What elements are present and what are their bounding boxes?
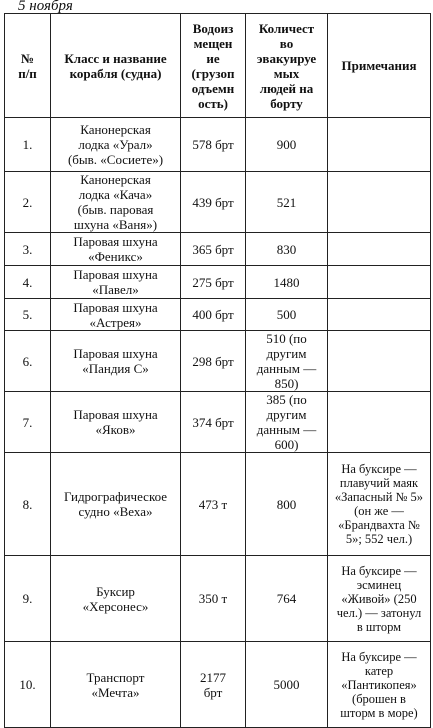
- cell-displacement-line: 473 т: [198, 496, 228, 512]
- cell-ship-name-line: Канонерская: [80, 172, 151, 187]
- cell-ship-name-line: «Яков»: [95, 422, 136, 437]
- cell-ship-name-line: шхуна «Ваня»): [73, 217, 158, 232]
- cell-note-line: плавучий маяк: [339, 476, 419, 490]
- cell-displacement-line: 350 т: [198, 591, 228, 606]
- cell-ship-name: [51, 556, 181, 642]
- cell-note-line: в шторм: [356, 619, 402, 634]
- header-class-line: Класс и название: [64, 50, 167, 66]
- header-displacement-line: мещен: [193, 35, 233, 51]
- cell-displacement: [181, 266, 246, 299]
- cell-num: 8.: [5, 453, 51, 556]
- date-heading: 5 ноября: [18, 0, 73, 14]
- cell-note-line: эсминец: [356, 577, 402, 592]
- cell-num: 1.: [5, 118, 51, 172]
- cell-evacuated-line: другим: [266, 346, 307, 361]
- cell-evacuated-line: 510 (по: [266, 331, 307, 346]
- cell-ship-name-line: Паровая шхуна: [73, 267, 158, 282]
- cell-note-line: «Пантикопея»: [341, 677, 417, 692]
- header-displacement-line: ие: [206, 50, 220, 66]
- cell-evacuated: [246, 556, 328, 642]
- cell-note-line: шторм в море): [340, 705, 418, 720]
- cell-displacement-line: 400 брт: [192, 307, 234, 322]
- cell-num: 5.: [5, 299, 51, 331]
- header-evacuated-line: Количест: [258, 20, 315, 36]
- cell-ship-name: [51, 233, 181, 266]
- cell-note: [328, 172, 431, 233]
- cell-ship-name-line: «Пандия С»: [82, 361, 149, 376]
- cell-evacuated: [246, 233, 328, 266]
- cell-displacement-line: 439 брт: [192, 194, 234, 210]
- cell-note: [328, 118, 431, 172]
- cell-note-line: «Запасный № 5»: [334, 490, 424, 504]
- header-evacuated-line: борту: [270, 95, 303, 111]
- cell-num: 9.: [5, 556, 51, 642]
- cell-note-line: На буксире —: [341, 462, 417, 476]
- cell-num: 7.: [5, 392, 51, 453]
- header-evacuated-line: эвакуируе: [256, 50, 317, 66]
- cell-evacuated: [246, 299, 328, 331]
- cell-note: [328, 299, 431, 331]
- header-class-line: корабля (судна): [69, 65, 162, 81]
- cell-evacuated-line: данным —: [256, 422, 317, 437]
- table-row: [5, 233, 431, 266]
- cell-evacuated-line: 5000: [273, 677, 300, 692]
- header-notes-line: Примечания: [341, 58, 417, 73]
- cell-ship-name-line: «Херсонес»: [82, 598, 149, 614]
- cell-note: [328, 266, 431, 299]
- cell-evacuated-line: данным —: [256, 361, 317, 376]
- cell-evacuated-line: 800: [276, 496, 297, 512]
- cell-ship-name: [51, 266, 181, 299]
- cell-ship-name-line: Канонерская: [80, 122, 151, 137]
- cell-evacuated-line: 600): [274, 437, 299, 452]
- cell-note-line: «Живой» (250: [341, 591, 417, 606]
- cell-evacuated-line: 850): [274, 376, 299, 391]
- cell-displacement-line: 578 брт: [192, 137, 234, 152]
- cell-displacement: [181, 172, 246, 233]
- table-row: [5, 556, 431, 642]
- cell-ship-name-line: «Мечта»: [91, 684, 140, 700]
- header-displacement-line: (грузоп: [191, 65, 235, 81]
- header-displacement-line: одъемн: [191, 80, 235, 96]
- cell-note: [328, 453, 431, 556]
- header-displacement-line: ость): [198, 95, 228, 111]
- cell-ship-name-line: «Павел»: [92, 282, 139, 297]
- cell-ship-name: [51, 331, 181, 392]
- cell-displacement: [181, 392, 246, 453]
- cell-ship-name-line: «Феникс»: [88, 249, 143, 264]
- cell-displacement-line: 2177: [200, 669, 226, 685]
- cell-note-line: 5»; 552 чел.): [345, 532, 413, 546]
- cell-evacuated: [246, 642, 328, 728]
- cell-evacuated-line: 521: [276, 194, 297, 210]
- cell-displacement: [181, 233, 246, 266]
- cell-ship-name: [51, 453, 181, 556]
- cell-note: [328, 331, 431, 392]
- cell-evacuated: [246, 118, 328, 172]
- cell-ship-name: [51, 172, 181, 233]
- cell-evacuated-line: 385 (по: [266, 392, 307, 407]
- cell-ship-name: [51, 392, 181, 453]
- table-body: [5, 118, 431, 728]
- header-displacement: [181, 14, 246, 118]
- cell-displacement: [181, 453, 246, 556]
- cell-note: [328, 556, 431, 642]
- cell-displacement-line: 365 брт: [192, 241, 234, 257]
- cell-evacuated: [246, 331, 328, 392]
- cell-ship-name-line: Транспорт: [86, 669, 145, 685]
- cell-displacement: [181, 642, 246, 728]
- cell-ship-name-line: лодка «Кача»: [78, 187, 153, 202]
- header-evacuated: [246, 14, 328, 118]
- table-row: [5, 266, 431, 299]
- cell-note: [328, 233, 431, 266]
- cell-ship-name-line: Паровая шхуна: [73, 346, 158, 361]
- table-row: [5, 331, 431, 392]
- cell-ship-name: [51, 642, 181, 728]
- table-row: [5, 172, 431, 233]
- cell-note-line: (брошен в: [352, 691, 406, 706]
- header-evacuated-line: мых: [273, 65, 300, 81]
- cell-evacuated: [246, 392, 328, 453]
- header-num: [5, 14, 51, 118]
- cell-note-line: катер: [364, 663, 394, 678]
- cell-evacuated-line: 500: [276, 307, 297, 322]
- cell-displacement: [181, 556, 246, 642]
- table-row: [5, 299, 431, 331]
- table-row: [5, 642, 431, 728]
- cell-evacuated-line: 830: [276, 241, 297, 257]
- cell-ship-name: [51, 118, 181, 172]
- cell-ship-name-line: (быв. «Сосиете»): [67, 152, 164, 167]
- header-row: [5, 14, 431, 118]
- cell-displacement-line: 298 брт: [192, 353, 234, 369]
- header-class: [51, 14, 181, 118]
- cell-displacement: [181, 299, 246, 331]
- header-num-line: №: [20, 50, 35, 66]
- cell-note: [328, 642, 431, 728]
- table-row: [5, 392, 431, 453]
- cell-ship-name-line: Буксир: [96, 583, 135, 599]
- cell-note-line: (он же —: [354, 504, 404, 518]
- cell-num: 2.: [5, 172, 51, 233]
- cell-displacement-line: 374 брт: [192, 414, 234, 430]
- header-notes: [328, 14, 431, 118]
- cell-displacement: [181, 331, 246, 392]
- cell-note-line: На буксире —: [341, 563, 417, 578]
- cell-ship-name: [51, 299, 181, 331]
- header-evacuated-line: людей на: [259, 80, 314, 96]
- cell-displacement-line: брт: [203, 684, 223, 700]
- cell-evacuated-line: 1480: [273, 274, 300, 290]
- cell-ship-name-line: судно «Веха»: [78, 504, 153, 519]
- cell-ship-name-line: Паровая шхуна: [73, 407, 158, 422]
- cell-note: [328, 392, 431, 453]
- cell-ship-name-line: Паровая шхуна: [73, 299, 158, 315]
- cell-note-line: «Брандвахта №: [338, 518, 420, 532]
- cell-evacuated-line: 900: [276, 137, 297, 152]
- cell-evacuated: [246, 172, 328, 233]
- cell-num: 3.: [5, 233, 51, 266]
- ships-table: [4, 13, 431, 728]
- cell-evacuated-line: другим: [266, 407, 307, 422]
- cell-note-line: чел.) — затонул: [336, 605, 422, 620]
- cell-num: 6.: [5, 331, 51, 392]
- cell-note-line: На буксире —: [341, 649, 417, 664]
- cell-evacuated: [246, 266, 328, 299]
- cell-num: 10.: [5, 642, 51, 728]
- table-row: [5, 453, 431, 556]
- cell-evacuated: [246, 453, 328, 556]
- cell-ship-name-line: Паровая шхуна: [73, 234, 158, 249]
- table-row: [5, 118, 431, 172]
- cell-ship-name-line: Гидрографическое: [63, 489, 168, 504]
- header-evacuated-line: во: [279, 35, 294, 51]
- header-num-line: п/п: [18, 65, 37, 81]
- cell-ship-name-line: лодка «Урал»: [78, 137, 153, 152]
- cell-displacement-line: 275 брт: [192, 274, 234, 290]
- cell-ship-name-line: «Астрея»: [89, 314, 142, 330]
- cell-displacement: [181, 118, 246, 172]
- cell-ship-name-line: (быв. паровая: [77, 202, 154, 217]
- cell-num: 4.: [5, 266, 51, 299]
- cell-evacuated-line: 764: [276, 591, 297, 606]
- header-displacement-line: Водоиз: [192, 20, 234, 36]
